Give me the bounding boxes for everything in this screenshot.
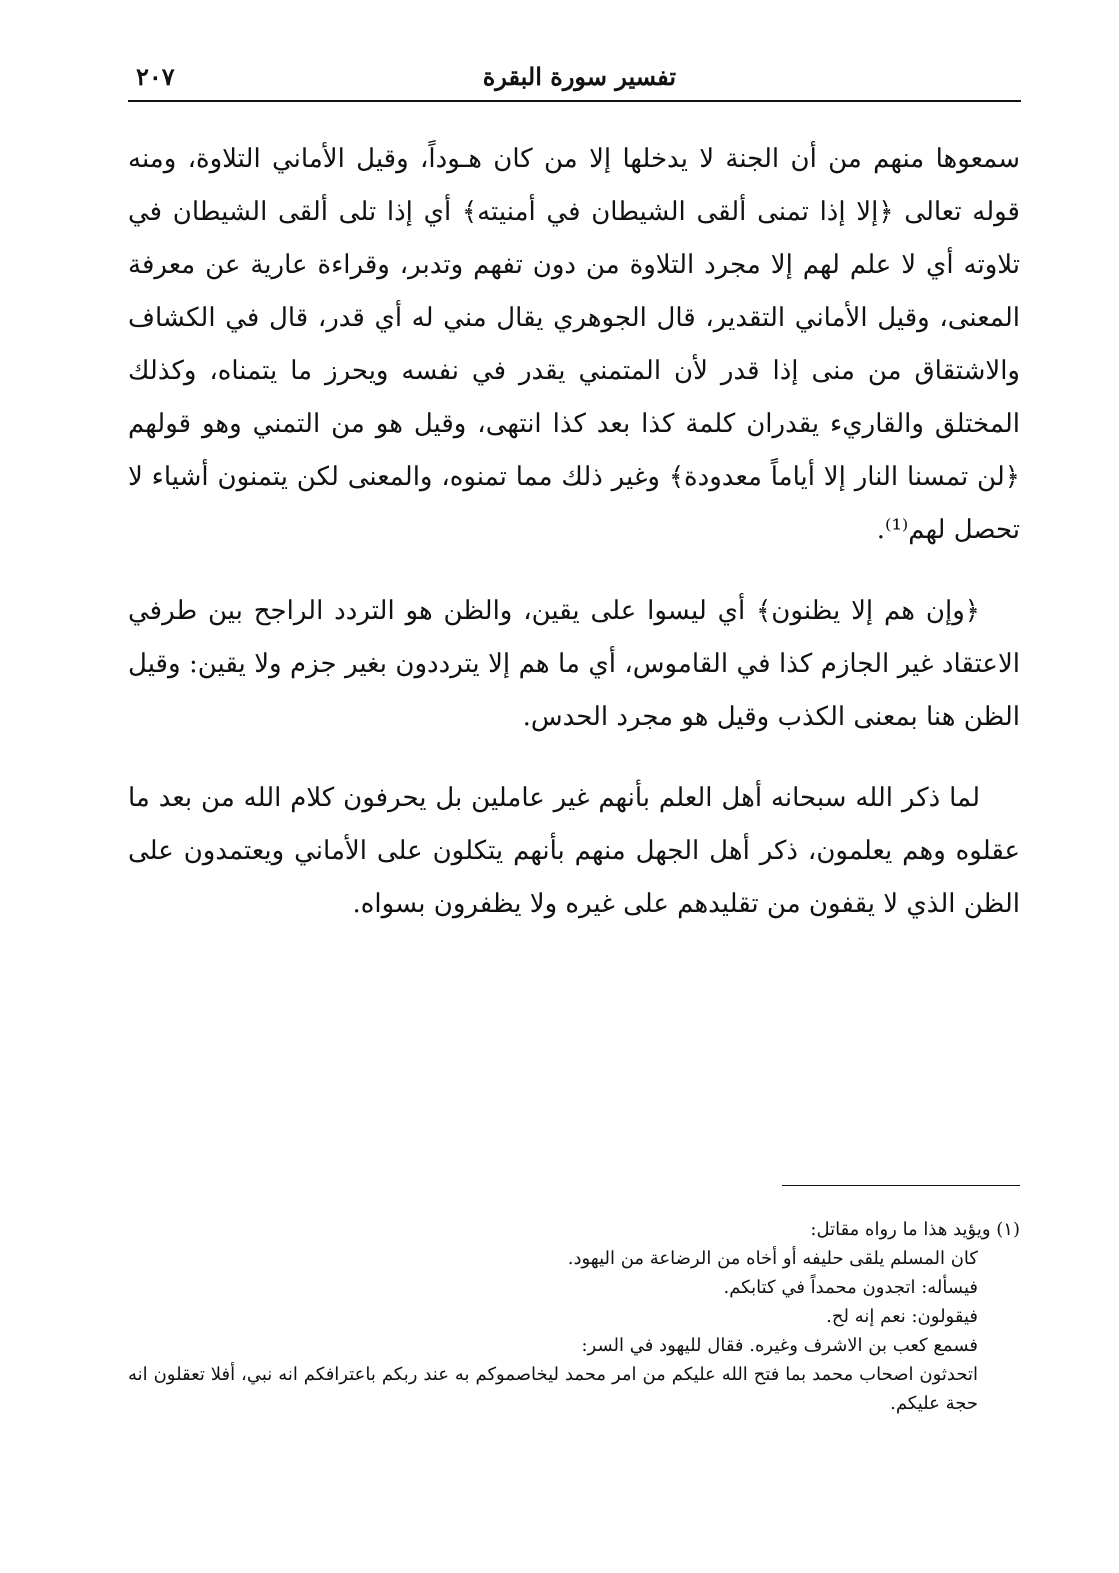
- header-rule: [128, 100, 1021, 102]
- footnote-line: فيسأله: اتجدون محمداً في كتابكم.: [723, 1277, 978, 1298]
- footnote-line: فيقولون: نعم إنه لح.: [826, 1306, 978, 1327]
- paragraph-2: ﴿وإن هم إلا يظنون﴾ أي ليسوا على يقين، والظن هو التردد الراجح بين طرفي الاعتقاد غير الجازم كذا في القاموس، أي ما هم إلا يترددون بغير جزم ولا يقين: وقيل الظن هنا بمعنى الكذب وقيل هو مجرد الحدس.: [128, 596, 1021, 732]
- page-number: ٢٠٧: [136, 62, 175, 91]
- footnote-line: (١) ويؤيد هذا ما رواه مقاتل:: [810, 1219, 1020, 1240]
- footnote-separator: [782, 1185, 1020, 1186]
- paragraph-3: لما ذكر الله سبحانه أهل العلم بأنهم غير عاملين بل يحرفون كلام الله من بعد ما عقلوه وهم يعلمون، ذكر أهل الجهل منهم بأنهم يتكلون على الأماني ويعتمدون على الظن الذي لا يقفون من تقليدهم على غيره ولا يظفرون بسواه.: [128, 783, 1020, 919]
- footnote-line: فسمع كعب بن الاشرف وغيره. فقال لليهود في السر:: [581, 1335, 978, 1356]
- paragraph-1: سمعوها منهم من أن الجنة لا يدخلها إلا من كان هـوداً، وقيل الأماني التلاوة، ومنه قوله تعالى ﴿إلا إذا تمنى ألقى الشيطان في أمنيته﴾ أي إذا تلى ألقى الشيطان في تلاوته أي لا علم لهم إلا مجرد التلاوة من دون تفهم وتدبر، وقراءة عارية عن معرفة المعنى، وقيل الأماني التقدير، قال الجوهري يقال مني له أي قدر، قال في الكشاف والاشتقاق من منى إذا قدر لأن المتمني يقدر في نفسه ويحرز ما يتمناه، وكذلك المختلق والقاريء يقدران كلمة كذا بعد كذا انتهى، وقيل هو من التمني وهو قولهم ﴿لن تمسنا النار إلا أياماً معدودة﴾ وغير ذلك مما تمنوه، والمعنى لكن يتمنون أشياء لا تحصل لهم⁽¹⁾.: [128, 144, 1020, 545]
- footnotes: [128, 1215, 1020, 1418]
- main-text: [128, 133, 1020, 931]
- header-title: تفسير سورة البقرة: [482, 62, 676, 91]
- footnote-line: كان المسلم يلقى حليفه أو أخاه من الرضاعة من اليهود.: [567, 1248, 978, 1269]
- running-header: [128, 62, 1021, 98]
- footnote-line: اتحدثون اصحاب محمد بما فتح الله عليكم من امر محمد ليخاصموكم به عند ربكم باعترافكم انه نبي، أفلا تعقلون انه حجة عليكم.: [128, 1364, 978, 1414]
